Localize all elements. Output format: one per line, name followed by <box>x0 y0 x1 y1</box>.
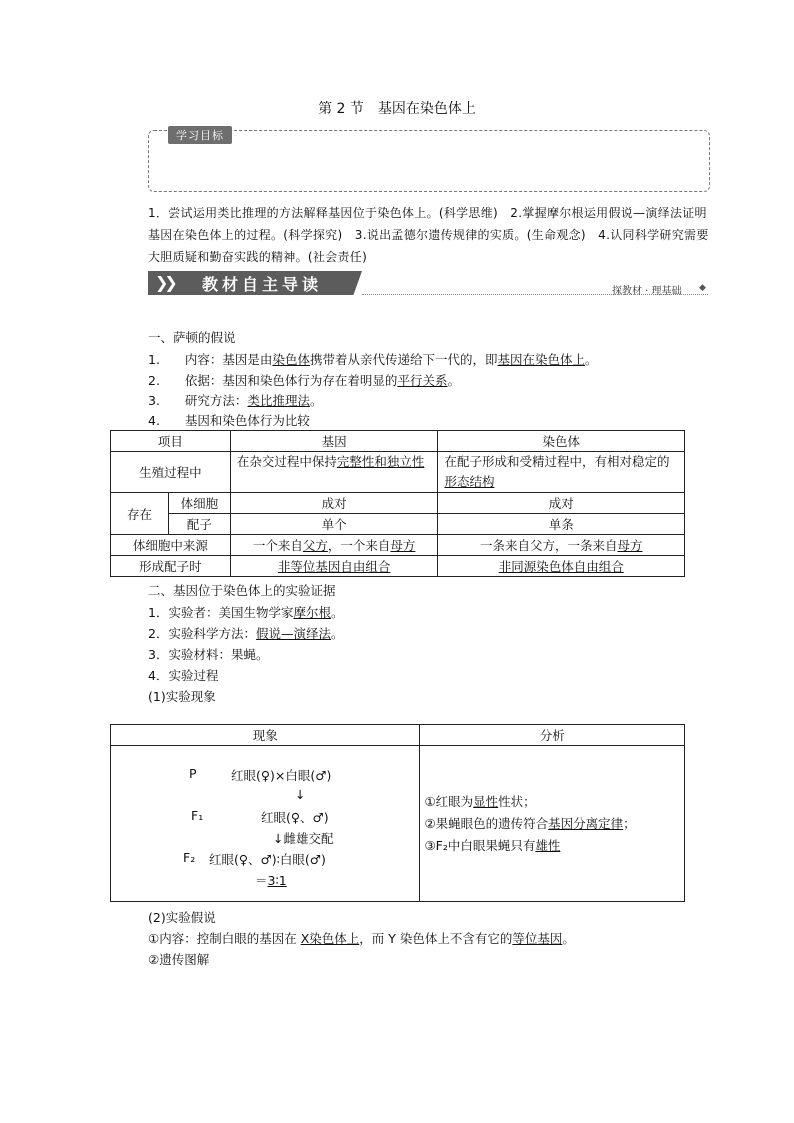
table-header: 分析 <box>420 725 685 746</box>
list-item: (1)实验现象 <box>148 689 216 704</box>
chevron-right-icon: ❯❯ <box>155 273 174 292</box>
analysis-item: ③F₂中白眼果蝇只有雄性 <box>424 837 561 853</box>
table-row <box>111 431 685 452</box>
f2-ratio: ＝3∶1 <box>255 873 287 888</box>
table-cell: 体细胞 <box>168 493 230 514</box>
generation-p-label: P <box>189 766 197 781</box>
table-cell: 在配子形成和受精过程中，有相对稳定的形态结构 <box>438 452 685 493</box>
f1-phenotype: 红眼(♀、♂) <box>261 810 329 825</box>
section-heading-1: 一、萨顿的假说 <box>148 330 236 345</box>
table-row <box>111 452 685 493</box>
table-header: 染色体 <box>438 431 685 452</box>
table-cell: 在杂交过程中保持完整性和独立性 <box>230 452 438 493</box>
section-heading-2: 二、基因位于染色体上的实验证据 <box>148 583 336 598</box>
table-cell: 配子 <box>168 514 230 535</box>
list-item: 1．实验者：美国生物学家摩尔根。 <box>148 605 344 620</box>
list-item: 3. 研究方法：类比推理法。 <box>148 393 323 408</box>
table-cell: 存在 <box>111 493 169 535</box>
table-cell: 非同源染色体自由组合 <box>438 556 685 577</box>
list-item: (2)实验假说 <box>148 910 216 925</box>
list-item: 4．实验过程 <box>148 668 219 683</box>
parent-cross: 红眼(♀)×白眼(♂) <box>231 768 332 783</box>
list-item: 2．实验科学方法：假说—演绎法。 <box>148 626 344 641</box>
mating-note: ↓雌雄交配 <box>273 831 334 846</box>
table-cell: 一个来自父方，一个来自母方 <box>230 535 438 556</box>
analysis-cell <box>420 746 685 902</box>
list-item: ①内容：控制白眼的基因在 X染色体上，而 Y 染色体上不含有它的等位基因。 <box>148 931 575 946</box>
list-item: 3．实验材料：果蝇。 <box>148 647 269 662</box>
table-cell: 一条来自父方，一条来自母方 <box>438 535 685 556</box>
list-item: 2. 依据：基因和染色体行为存在着明显的平行关系。 <box>148 373 460 388</box>
table-cell: 生殖过程中 <box>111 452 231 493</box>
table-row <box>111 535 685 556</box>
table-row <box>111 514 685 535</box>
list-item: ②遗传图解 <box>148 952 210 967</box>
table-header: 现象 <box>111 725 420 746</box>
generation-f1-label: F₁ <box>191 808 204 823</box>
table-cell: 单个 <box>230 514 438 535</box>
f2-phenotype: 红眼(♀、♂)∶白眼(♂) <box>209 852 326 867</box>
diamond-icon: ◆ <box>699 283 706 293</box>
table-cell: 非等位基因自由组合 <box>230 556 438 577</box>
analysis-item: ②果蝇眼色的遗传符合基因分离定律； <box>424 815 636 831</box>
banner-subtitle: 探教材 · 理基础 <box>612 286 682 297</box>
table-cell: 成对 <box>438 493 685 514</box>
table-row <box>111 556 685 577</box>
list-item: 4. 基因和染色体行为比较 <box>148 413 310 428</box>
table-cell: 成对 <box>230 493 438 514</box>
table-cell: 单条 <box>438 514 685 535</box>
list-item: 1. 内容：基因是由染色体携带着从亲代传递给下一代的，即基因在染色体上。 <box>148 352 598 367</box>
learning-goal-box <box>148 130 710 192</box>
generation-f2-label: F₂ <box>183 850 196 865</box>
banner-title: 教材自主导读 <box>202 275 323 294</box>
arrow-down-icon: ↓ <box>295 787 306 802</box>
page-title: 第 2 节 基因在染色体上 <box>318 101 476 117</box>
cross-diagram <box>111 746 419 901</box>
table-header: 基因 <box>230 431 438 452</box>
table-row <box>111 746 685 902</box>
table-row <box>111 493 685 514</box>
experiment-table <box>110 724 685 902</box>
table-header: 项目 <box>111 431 231 452</box>
table-cell: 形成配子时 <box>111 556 231 577</box>
analysis-item: ①红眼为显性性状； <box>424 793 536 809</box>
learning-goals-text: 1．尝试运用类比推理的方法解释基因位于染色体上。(科学思维) 2.掌握摩尔根运用假说—演绎法证明基因在染色体上的过程。(科学探究) 3.说出孟德尔遗传规律的实质。(生命观念) 4.认同科学研究需要大胆质疑和勤奋实践的精神。(社会责任) <box>148 206 709 264</box>
table-row <box>111 725 685 746</box>
table-cell: 体细胞中来源 <box>111 535 231 556</box>
learning-goal-tag: 学习目标 <box>168 126 232 144</box>
comparison-table <box>110 430 685 577</box>
cross-diagram-cell <box>111 746 420 902</box>
